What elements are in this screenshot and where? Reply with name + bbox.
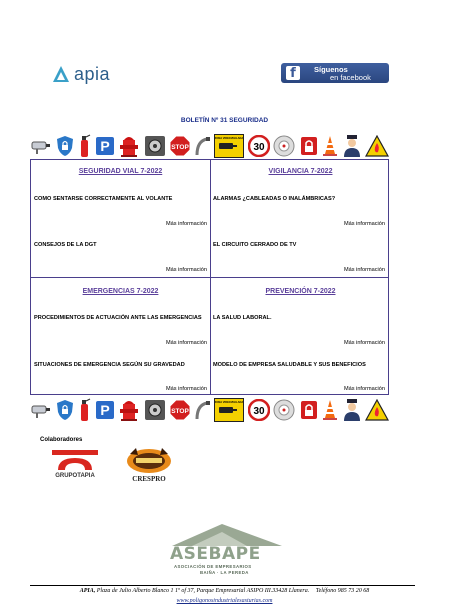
icon-strip-bottom (30, 398, 389, 422)
grid-horizontal-divider (31, 277, 388, 278)
fire-extinguisher-icon (77, 134, 91, 158)
speed-limit-icon (248, 399, 270, 421)
article-link[interactable]: EL CIRCUITO CERRADO DE TV (213, 242, 297, 248)
icon-strip-top (30, 134, 389, 158)
apia-mark-icon (52, 65, 70, 83)
more-info-link[interactable]: Más información (343, 386, 385, 392)
section-prevencion-link[interactable]: PREVENCIÓN 7-2022 (265, 288, 336, 295)
footer-phone: Teléfono 985 73 20 68 (315, 588, 370, 594)
fire-warning-icon (365, 399, 389, 421)
more-info-link[interactable]: Más información (343, 267, 385, 273)
parking-icon (95, 136, 115, 156)
article-link[interactable]: LA SALUD LABORAL. (213, 315, 272, 321)
svg-text:P: P (99, 402, 110, 418)
facebook-icon: f (286, 66, 300, 80)
apia-logo (52, 63, 132, 87)
article-link[interactable]: COMO SENTARSE CORRECTAMENTE AL VOLANTE (34, 196, 173, 202)
section-seguridad-vial-link[interactable]: SEGURIDAD VIAL 7-2022 (78, 168, 163, 175)
more-info-link[interactable]: Más información (343, 340, 385, 346)
crespro-logo-text: CRESPRO (132, 475, 166, 483)
tapia-arch-icon (50, 448, 100, 472)
security-guard-icon (342, 398, 362, 422)
fire-hydrant-icon (118, 134, 140, 158)
padlock-icon (299, 399, 319, 421)
hose-icon (195, 135, 211, 157)
article-link[interactable]: ALARMAS ¿CABLEADAS O INALÁMBRICAS? (213, 196, 336, 202)
fire-warning-icon (365, 135, 389, 157)
crespro-emblem-icon (124, 446, 174, 476)
more-info-link[interactable]: Más información (165, 340, 207, 346)
section-vigilancia-link[interactable]: VIGILANCIA 7-2022 (268, 168, 333, 175)
stop-sign-text: STOP (171, 408, 189, 415)
article-link[interactable]: CONSEJOS DE LA DGT (34, 242, 97, 248)
fire-hydrant-icon (118, 398, 140, 422)
svg-text:P: P (99, 138, 110, 154)
speed-limit-text: 30 (252, 142, 265, 153)
shield-lock-icon (56, 399, 74, 421)
security-guard-icon (342, 134, 362, 158)
cctv-warning-sign-icon (214, 398, 244, 422)
footer-address-text: Plaza de Julio Alberto Blanco 1 1º of 37, Parque Empresarial ASIPO III.33428 Llanera. (96, 588, 310, 594)
footer-org: APIA, (79, 588, 96, 594)
more-info-link[interactable]: Más información (343, 221, 385, 227)
section-emergencias-link[interactable]: EMERGENCIAS 7-2022 (82, 288, 159, 295)
footer-website-link[interactable]: www.poligonosindustrialesasturias.com (176, 598, 273, 604)
apia-logo-text: apia (74, 64, 111, 84)
traffic-cone-icon (322, 399, 338, 421)
parking-icon (95, 400, 115, 420)
cctv-sign-text: ZONA VIDEOVIGILADA (214, 137, 244, 140)
cctv-warning-sign-icon (214, 134, 244, 158)
asebape-subtitle-line1: ASOCIACIÓN DE EMPRESARIOS (174, 564, 252, 569)
padlock-icon (299, 135, 319, 157)
asebape-logo (162, 522, 294, 578)
cctv-camera-icon (30, 136, 52, 156)
facebook-label-line2: en facebook (330, 73, 371, 82)
more-info-link[interactable]: Más información (165, 221, 207, 227)
footer-divider (30, 585, 415, 586)
crespro-logo[interactable] (124, 446, 174, 484)
asebape-subtitle-line2: BAIÑA · LA PEREDA (200, 570, 249, 575)
cctv-sign-text: ZONA VIDEOVIGILADA (214, 401, 244, 404)
safe-icon (144, 399, 166, 421)
hose-icon (195, 399, 211, 421)
article-link[interactable]: PROCEDIMIENTOS DE ACTUACIÓN ANTE LAS EMERGENCIAS (34, 315, 202, 321)
stop-sign-icon (169, 399, 191, 421)
speed-limit-text: 30 (252, 406, 265, 417)
facebook-label-line1: Síguenos (314, 65, 348, 74)
shield-lock-icon (56, 135, 74, 157)
traffic-cone-icon (322, 135, 338, 157)
footer-address (0, 588, 449, 594)
safe-icon (144, 135, 166, 157)
stop-sign-icon (169, 135, 191, 157)
grupo-tapia-logo[interactable] (50, 448, 100, 484)
fire-extinguisher-icon (77, 398, 91, 422)
cctv-camera-icon (30, 400, 52, 420)
speed-limit-icon (248, 135, 270, 157)
more-info-link[interactable]: Más información (165, 386, 207, 392)
article-link[interactable]: SITUACIONES DE EMERGENCIA SEGÚN SU GRAVEDAD (34, 362, 185, 368)
sections-grid (30, 159, 389, 395)
asebape-wordmark: ASEBAPE (170, 544, 261, 564)
mountains-icon (162, 522, 294, 546)
more-info-link[interactable]: Más información (165, 267, 207, 273)
stop-sign-text: STOP (171, 144, 189, 151)
smoke-detector-icon (273, 399, 295, 421)
smoke-detector-icon (273, 135, 295, 157)
bulletin-title: BOLETÍN Nº 31 SEGURIDAD (180, 117, 269, 124)
collaborators-label: Colaboradores (40, 437, 83, 443)
article-link[interactable]: MODELO DE EMPRESA SALUDABLE Y SUS BENEFICIOS (213, 362, 366, 368)
tapia-logo-text: GRUPOTAPIA (55, 473, 95, 479)
facebook-follow-button[interactable] (281, 63, 389, 83)
